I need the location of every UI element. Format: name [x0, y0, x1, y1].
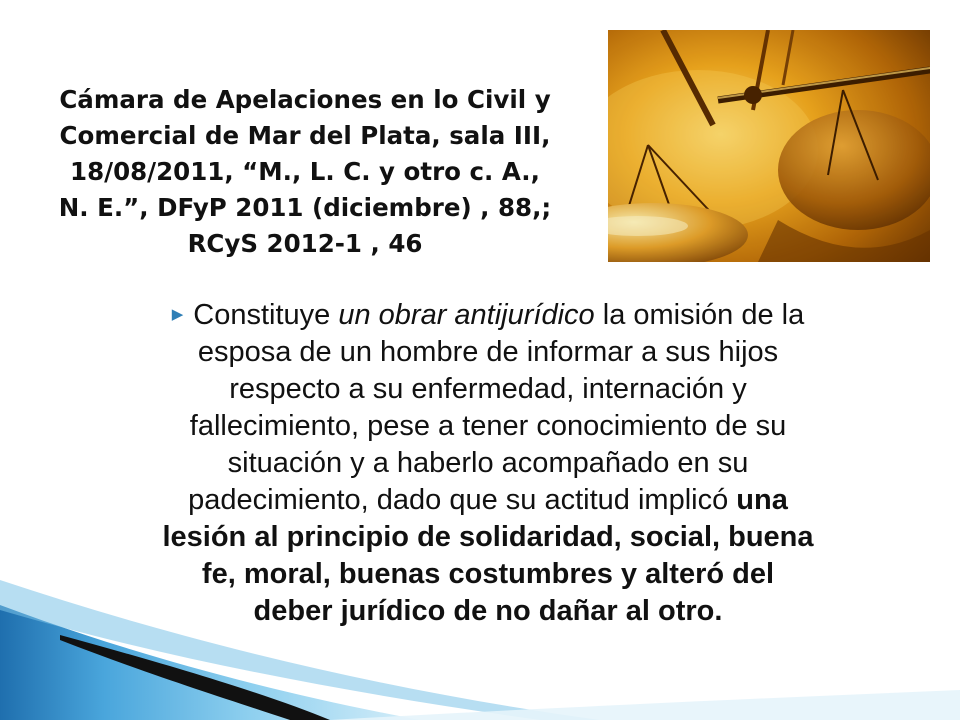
bullet-line: situación y a haberlo acompañado en su [227, 447, 749, 479]
bullet-text: padecimiento, dado que su actitud implicó [188, 484, 737, 516]
bullet-bold-line: fe, moral, buenas costumbres y alteró del [201, 558, 775, 590]
triangle-bullet-icon: ▶ [171, 306, 184, 323]
slide-title [10, 82, 600, 262]
bullet-text: Constituye [193, 299, 339, 331]
bullet-emphasis: un obrar antijurídico [338, 299, 595, 331]
bullet-text: la omisión de la [594, 299, 805, 331]
bullet-bold-text: una [736, 484, 788, 516]
bullet-line: respecto a su enfermedad, internación y [229, 373, 747, 405]
title-line: Comercial de Mar del Plata, sala III, [59, 121, 551, 150]
title-line: N. E.”, DFyP 2011 (diciembre) , 88,; [58, 193, 552, 222]
bullet-line: fallecimiento, pese a tener conocimiento de su [189, 410, 787, 442]
blue-swoosh-decoration [0, 560, 960, 720]
title-line: Cámara de Apelaciones en lo Civil y [59, 85, 551, 114]
bullet-line [70, 296, 906, 334]
bullet-bold-line: lesión al principio de solidaridad, social, buena [162, 521, 814, 553]
title-line: 18/08/2011, “M., L. C. y otro c. A., [70, 157, 540, 186]
bullet-bold-line: deber jurídico de no dañar al otro. [253, 595, 723, 627]
scales-of-justice-photo [608, 30, 930, 262]
title-line: RCyS 2012-1 , 46 [187, 229, 423, 258]
bullet-line [70, 482, 906, 519]
bullet-line: esposa de un hombre de informar a sus hijos [197, 336, 779, 368]
